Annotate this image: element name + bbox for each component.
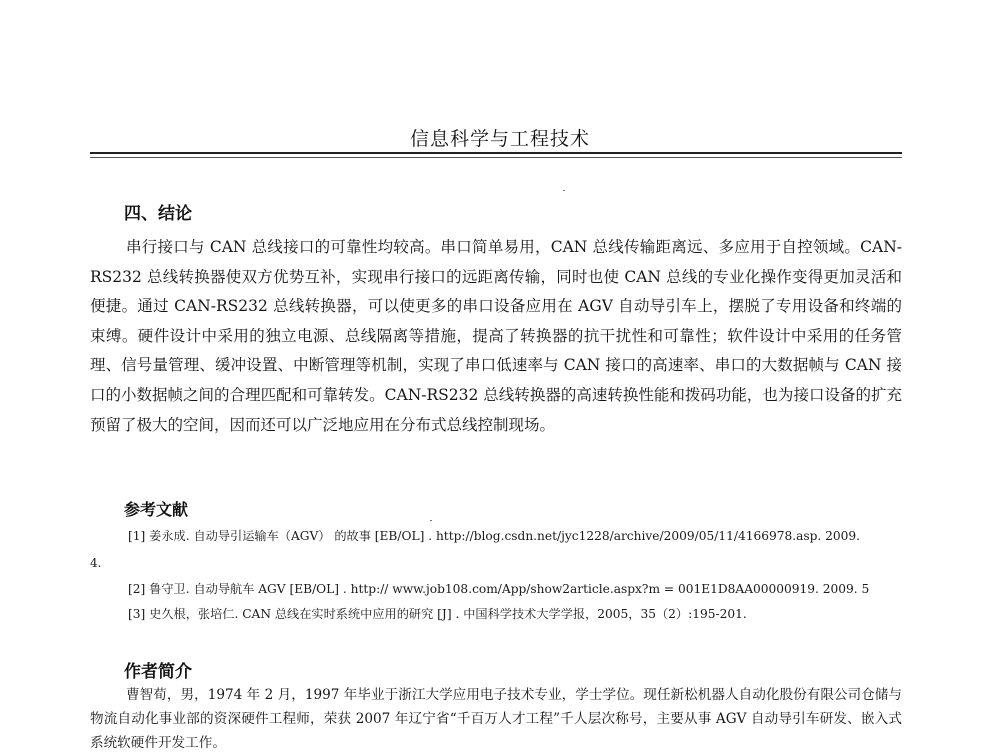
header-rule-thin [90, 157, 902, 158]
author-bio-paragraph: 曹智荀，男，1974 年 2 月，1997 年毕业于浙江大学应用电子技术专业，学士学位。现任新松机器人自动化股份有限公司仓储与物流自动化事业部的资深硬件工程师，荣获 2007 年辽宁省“千百万人才工程”千人层次称号，主要从事 AGV 自动导引车研发、嵌入式系统软硬件开发工作。 [90, 687, 902, 751]
scan-speck [563, 190, 565, 191]
reference-item-3: [3] 史久根，张培仁. CAN 总线在实时系统中应用的研究 [J] . 中国科学技术大学学报，2005，35（2）:195-201. [128, 607, 747, 621]
author-bio-heading: 作者简介 [124, 662, 192, 682]
reference-item-1-continuation: 4. [90, 556, 102, 570]
conclusion-paragraph: 串行接口与 CAN 总线接口的可靠性均较高。串口简单易用，CAN 总线传输距离远、多应用于自控领域。CAN-RS232 总线转换器使双方优势互补，实现串行接口的远距离传输，同时也使 CAN 总线的专业化操作变得更加灵活和便捷。通过 CAN-RS232 总线转换器，可以使更多的串口设备应用在 AGV 自动导引车上，摆脱了专用设备和终端的束缚。硬件设计中采用的独立电源、总线隔离等措施，提高了转换器的抗干扰性和可靠性；软件设计中采用的任务管理、信号量管理、缓冲设置、中断管理等机制，实现了串口低速率与 CAN 接口的高速率、串口的大数据帧与 CAN 接口的小数据帧之间的合理匹配和可靠转发。CAN-RS232 总线转换器的高速转换性能和拨码功能，也为接口设备的扩充预留了极大的空间，因而还可以广泛地应用在分布式总线控制现场。 [90, 238, 902, 434]
reference-item-2: [2] 鲁守卫. 自动导航车 AGV [EB/OL] . http:// www.job108.com/App/show2article.aspx?m = 001E1D8AA00000919. 2009. 5 [128, 582, 870, 596]
references-heading: 参考文献 [124, 500, 189, 519]
scan-speck [430, 520, 432, 521]
journal-section-title: 信息科学与工程技术 [409, 128, 590, 150]
reference-item-1: [1] 姜永成. 自动导引运输车（AGV） 的故事 [EB/OL] . http://blog.csdn.net/jyc1228/archive/2009/05/11/4166978.asp. 2009. [128, 529, 861, 543]
header-rule-thick [90, 152, 902, 154]
conclusion-heading: 四、结论 [124, 204, 192, 224]
